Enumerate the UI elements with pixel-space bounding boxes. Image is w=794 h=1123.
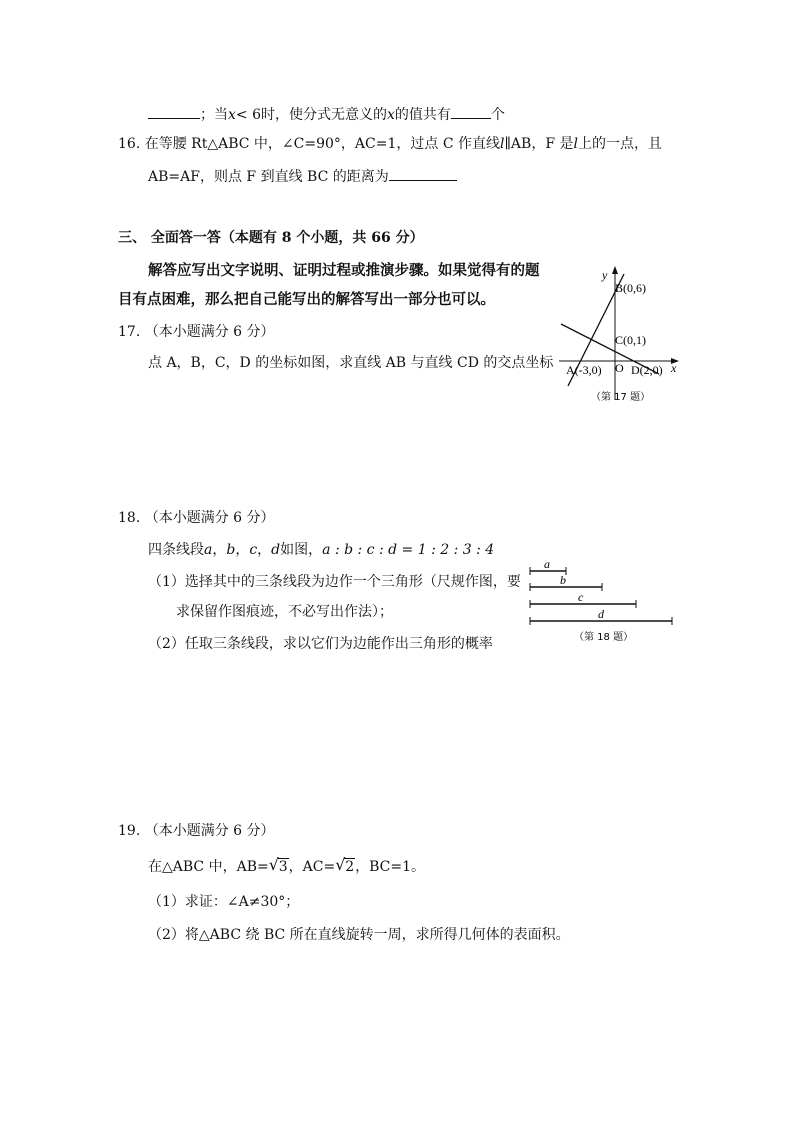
- label-x-axis: x: [671, 361, 677, 375]
- q17-figure: [555, 262, 685, 407]
- figure-caption: （第 18 题）: [574, 632, 634, 643]
- q17-header: 17. （本小题满分 6 分）: [118, 324, 275, 340]
- label-point-d: D(2,0): [631, 363, 663, 377]
- answer-blank[interactable]: [148, 104, 200, 119]
- q18-header: 18. （本小题满分 6 分）: [118, 510, 275, 526]
- q17-text: 点 A，B，C，D 的坐标如图，求直线 AB 与直线 CD 的交点坐标: [148, 355, 554, 371]
- label-point-c: C(0,1): [615, 333, 646, 347]
- section-heading: 三、 全面答一答（本题有 8 个小题，共 66 分）: [118, 230, 424, 246]
- q15-continuation: ；当x< 6时，使分式无意义的x的值共有 个: [148, 104, 505, 124]
- q18-figure: [524, 556, 674, 646]
- label-a: a: [544, 557, 550, 571]
- sqrt-2: √ 2: [335, 855, 355, 875]
- label-origin: O: [615, 361, 624, 375]
- y-axis-arrow: [612, 266, 618, 274]
- section-intro-1: 解答应写出文字说明、证明过程或推演步骤。如果觉得有的题: [148, 262, 540, 279]
- label-point-b: B(0,6): [615, 281, 646, 295]
- q16-line1: 16. 在等腰 Rt△ABC 中，∠C=90°，AC=1，过点 C 作直线l∥AB，F 是l上的一点，且: [118, 136, 662, 152]
- q18-part1-line2: 求保留作图痕迹，不必写出作法）；: [176, 604, 393, 620]
- q19-given: 在△ABC 中，AB= √ 3，AC= √ 2，BC=1。: [148, 855, 426, 875]
- q18-part1-line1: （1）选择其中的三条线段为边作一个三角形（尺规作图，要: [148, 574, 521, 590]
- sqrt-3: √ 3: [268, 855, 288, 875]
- q18-intro: 四条线段a，b，c，d如图，a : b : c : d = 1 : 2 : 3 : 4: [148, 542, 495, 558]
- answer-blank[interactable]: [389, 166, 457, 181]
- q16-line2: AB=AF，则点 F 到直线 BC 的距离为: [148, 166, 457, 186]
- q18-part2: （2）任取三条线段，求以它们为边能作出三角形的概率: [148, 636, 493, 652]
- section-intro-2: 目有点困难，那么把自己能写出的解答写出一部分也可以。: [118, 291, 495, 308]
- q19-header: 19. （本小题满分 6 分）: [118, 823, 275, 839]
- label-c: c: [578, 590, 584, 604]
- label-point-a: A(-3,0): [566, 363, 602, 377]
- label-y-axis: y: [602, 268, 608, 282]
- q19-part1: （1）求证：∠A≠30°；: [148, 894, 300, 910]
- label-d: d: [598, 607, 604, 621]
- q19-part2: （2）将△ABC 绕 BC 所在直线旋转一周，求所得几何体的表面积。: [148, 927, 570, 943]
- figure-caption: （第 17 题）: [591, 392, 651, 403]
- label-b: b: [560, 573, 566, 587]
- answer-blank[interactable]: [451, 104, 491, 119]
